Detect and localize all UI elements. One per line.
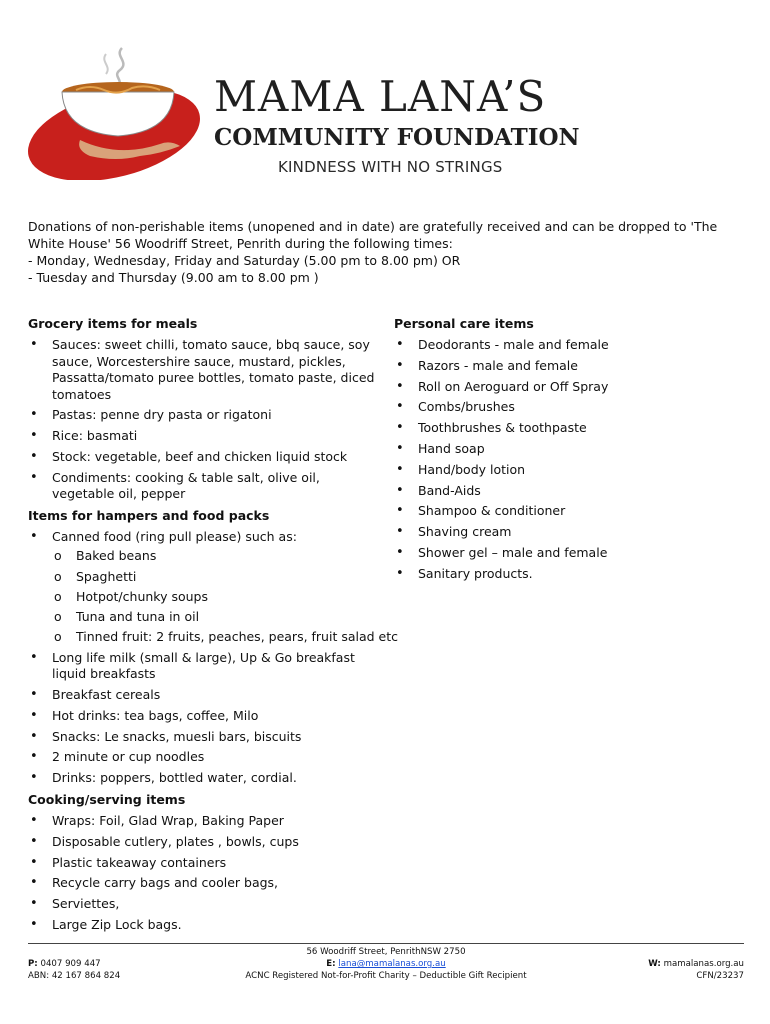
footer-divider xyxy=(28,943,744,944)
list-item: • Wraps: Foil, Glad Wrap, Baking Paper xyxy=(28,813,378,830)
list-item: • Razors - male and female xyxy=(394,358,734,375)
website: mamalanas.org.au xyxy=(663,959,744,969)
list-item: • Combs/brushes xyxy=(394,399,734,416)
intro-line: - Tuesday and Thursday (9.00 am to 8.00 pm ) xyxy=(28,270,319,285)
list-item: • Shower gel – male and female xyxy=(394,545,734,562)
list-item: • Condiments: cooking & table salt, olive oil, vegetable oil, pepper xyxy=(28,470,378,503)
acnc-statement: ACNC Registered Not-for-Profit Charity – Deductible Gift Recipient xyxy=(245,971,527,981)
cfn: CFN/23237 xyxy=(696,971,744,981)
left-column xyxy=(28,315,399,938)
list-item: • Shampoo & conditioner xyxy=(394,503,734,520)
cooking-list xyxy=(28,813,378,933)
abn: ABN: 42 167 864 824 xyxy=(28,971,121,981)
list-item: • Breakfast cereals xyxy=(28,687,378,704)
section-title-hampers: Items for hampers and food packs xyxy=(28,507,270,523)
section-title-grocery: Grocery items for meals xyxy=(28,316,198,331)
email-link[interactable]: lana@mamalanas.org.au xyxy=(338,959,446,969)
list-item: • Serviettes, xyxy=(28,896,378,913)
canned-food-label: Canned food (ring pull please) such as: xyxy=(52,528,297,544)
section-title-cooking: Cooking/serving items xyxy=(28,791,186,807)
intro-line: Donations of non-perishable items (unopened and in date) are gratefully received and can be dropped to 'The xyxy=(28,219,718,234)
hampers-list xyxy=(28,528,399,787)
email-label: E: xyxy=(326,959,336,969)
intro-paragraph xyxy=(28,218,718,286)
sub-list-item: o Spaghetti xyxy=(52,569,378,586)
list-item: • Shaving cream xyxy=(394,524,734,541)
list-item: • Deodorants - male and female xyxy=(394,337,734,354)
soup-bowl-hand-logo xyxy=(20,40,210,180)
tagline: KINDNESS WITH NO STRINGS xyxy=(278,158,503,176)
phone-label: P: xyxy=(28,959,38,969)
web-label: W: xyxy=(648,959,661,969)
list-item: • Large Zip Lock bags. xyxy=(28,917,378,934)
list-item: • Sanitary products. xyxy=(394,566,734,583)
org-name: MAMA LANA’S xyxy=(214,72,547,121)
sub-list-item: o Tinned fruit: 2 fruits, peaches, pears, fruit salad etc xyxy=(52,629,378,646)
phone-number: 0407 909 447 xyxy=(40,959,101,969)
grocery-list xyxy=(28,337,378,503)
list-item: • Disposable cutlery, plates , bowls, cups xyxy=(28,834,378,851)
list-item: • Rice: basmati xyxy=(28,428,378,445)
list-item: • Snacks: Le snacks, muesli bars, biscuits xyxy=(28,729,378,746)
canned-food-sublist xyxy=(52,548,399,645)
list-item: • Band-Aids xyxy=(394,483,734,500)
list-item: • Hand/body lotion xyxy=(394,462,734,479)
footer-center xyxy=(28,946,744,982)
intro-line: - Monday, Wednesday, Friday and Saturday (5.00 pm to 8.00 pm) OR xyxy=(28,253,461,268)
right-column xyxy=(394,315,734,587)
list-item: • Drinks: poppers, bottled water, cordial. xyxy=(28,770,378,787)
list-item: • Plastic takeaway containers xyxy=(28,855,378,872)
list-item: • Recycle carry bags and cooler bags, xyxy=(28,875,378,892)
section-title-personal: Personal care items xyxy=(394,316,534,331)
sub-list-item: o Hotpot/chunky soups xyxy=(52,589,378,606)
list-item xyxy=(28,528,399,645)
list-item: • Hand soap xyxy=(394,441,734,458)
list-item: • Sauces: sweet chilli, tomato sauce, bbq sauce, soy sauce, Worcestershire sauce, mustard, pickles, Passatta/tomato puree bottles, tomato paste, diced tomatoes xyxy=(28,337,378,403)
list-item: • 2 minute or cup noodles xyxy=(28,749,378,766)
list-item: • Toothbrushes & toothpaste xyxy=(394,420,734,437)
list-item: • Hot drinks: tea bags, coffee, Milo xyxy=(28,708,378,725)
intro-line: White House' 56 Woodriff Street, Penrith during the following times: xyxy=(28,236,453,251)
footer xyxy=(28,946,744,986)
list-item: • Long life milk (small & large), Up & Go breakfast liquid breakfasts xyxy=(28,650,378,683)
personal-list xyxy=(394,337,734,582)
footer-address: 56 Woodriff Street, PenrithNSW 2750 xyxy=(306,947,466,957)
list-item: • Pastas: penne dry pasta or rigatoni xyxy=(28,407,378,424)
org-subtitle: COMMUNITY FOUNDATION xyxy=(214,124,580,151)
list-item: • Stock: vegetable, beef and chicken liquid stock xyxy=(28,449,378,466)
sub-list-item: o Baked beans xyxy=(52,548,378,565)
list-item: • Roll on Aeroguard or Off Spray xyxy=(394,379,734,396)
sub-list-item: o Tuna and tuna in oil xyxy=(52,609,378,626)
footer-right xyxy=(648,958,744,982)
letterhead xyxy=(0,0,770,205)
